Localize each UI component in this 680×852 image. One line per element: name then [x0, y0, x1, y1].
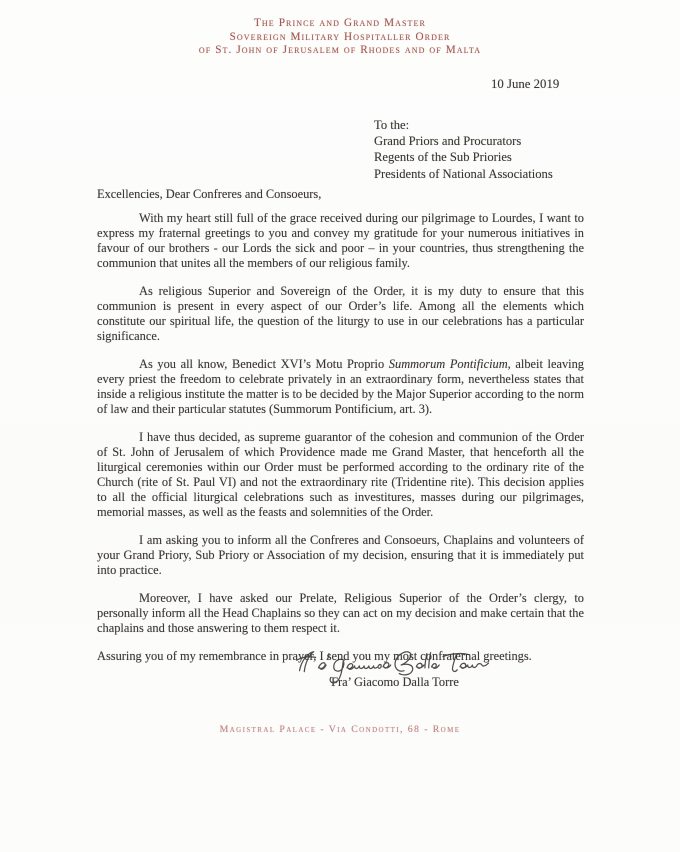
letterhead-line-1: The Prince and Grand Master [254, 17, 426, 29]
paragraph-6: Moreover, I have asked our Prelate, Religious Superior of the Order’s clergy, to personally inform all the Head Chaplains so they can act on my decision and make certain that the chaplains and those answering to them respect it. [97, 591, 584, 635]
letterhead-line-2: Sovereign Military Hospitaller Order [229, 30, 451, 43]
signature-block [285, 646, 505, 690]
paragraph-4: I have thus decided, as supreme guarantor of the cohesion and communion of the Order of St. John of Jerusalem of which Providence made me Grand Master, that henceforth all the liturgical ceremonies within our Order must be performed according to the ordinary rite of the Church (rite of St. Paul VI) and not the extraordinary rite (Tridentine rite). This decision applies to all the official liturgical celebrations such as investitures, masses during our pilgrimages, memorial masses, as well as the feasts and solemnities of the Order. [97, 430, 584, 519]
signature-typed-name: Fra’ Giacomo Dalla Torre [331, 675, 459, 689]
closing-line: Assuring you of my remembrance in prayer, I send you my most confraternal greetings. [97, 649, 532, 663]
addressee-line: Presidents of National Associations [374, 166, 553, 181]
italic-term-summorum-pontificium: Summorum Pontificium [388, 357, 508, 371]
letter-body [97, 187, 584, 677]
footer-address: Magistral Palace - Via Condotti, 68 - Rome [219, 724, 461, 735]
paragraph-5: I am asking you to inform all the Confreres and Consoeurs, Chaplains and volunteers of your Grand Priory, Sub Priory or Association of my decision, ensuring that it is immediately put into practice. [97, 533, 584, 577]
letterhead [0, 17, 680, 58]
salutation: Excellencies, Dear Confreres and Consoeurs, [97, 187, 322, 201]
addressee-line: To the: [374, 118, 410, 132]
addressee-line: Grand Priors and Procurators [374, 134, 522, 149]
paragraph-3-text: As you all know, Benedict XVI’s Motu Proprio [139, 357, 389, 371]
paragraph-2: As religious Superior and Sovereign of the Order, it is my duty to ensure that this communion is present in every aspect of our Order’s life. Among all the elements which constitute our spiritual life, the question of the liturgy to use in our celebrations has a particular significance. [97, 284, 584, 343]
letterhead-line-3: of St. John of Jerusalem of Rhodes and of Malta [198, 44, 482, 57]
paragraph-1: With my heart still full of the grace received during our pilgrimage to Lourdes, I want to express my fraternal greetings to you and convey my gratitude for your numerous initiatives in favour of our brothers - our Lords the sick and poor – in your countries, thus strengthening the communion that unites all the members of our religious family. [97, 211, 584, 270]
paragraph-3 [97, 357, 584, 417]
addressee-block [374, 117, 553, 182]
letter-date: 10 June 2019 [491, 77, 560, 91]
addressee-line: Regents of the Sub Priories [374, 150, 512, 165]
paragraph-3-text: , albeit leaving every priest the freedom to celebrate privately in an extraordinary form, nevertheless states that inside a religious institute the matter is to be decided by the Major Superior according to the norm of law and their particular statutes (Summorum Pontificium, art. 3). [97, 357, 584, 416]
